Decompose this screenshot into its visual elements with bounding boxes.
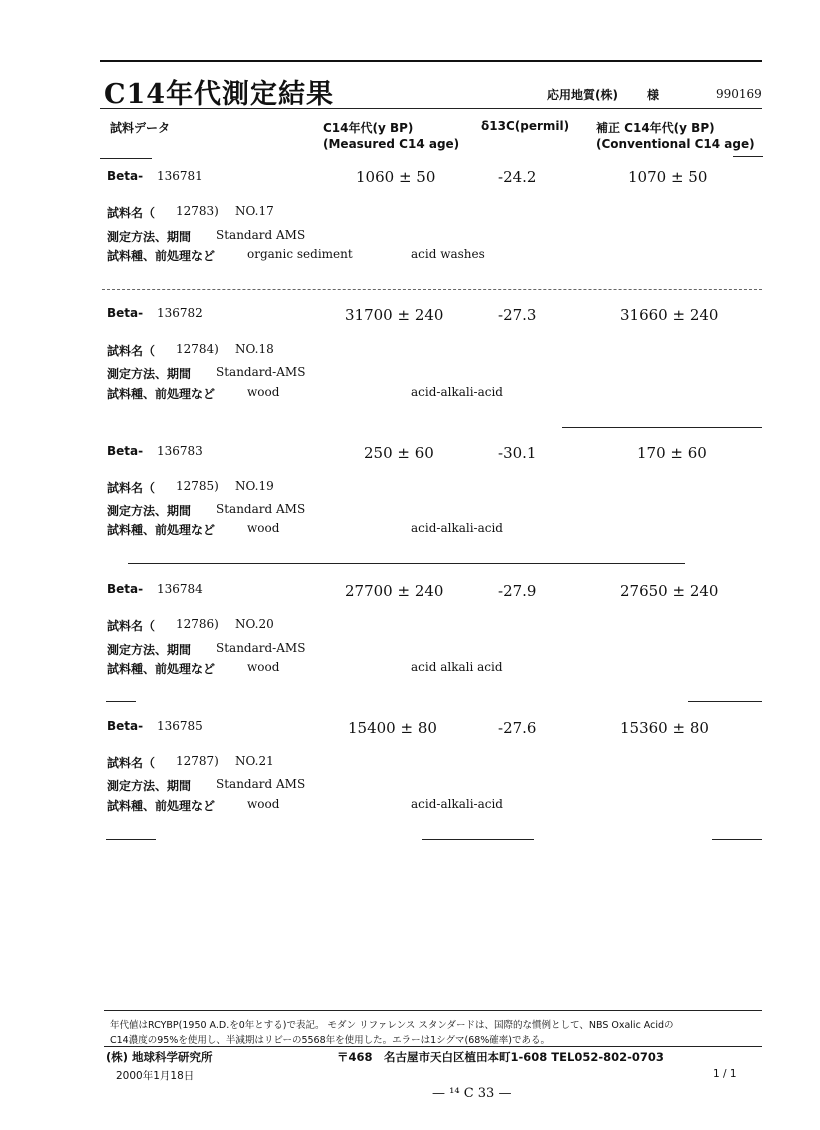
material-value: wood <box>247 660 280 674</box>
measured-age: 1060 ± 50 <box>356 168 436 186</box>
conventional-age: 170 ± 60 <box>637 444 707 462</box>
method-label: 測定方法、期間 <box>107 367 192 381</box>
material-value: wood <box>247 385 280 399</box>
page-mark: — ¹⁴ C 33 — <box>432 1086 512 1101</box>
sample-name-label: 試料名（ <box>107 619 156 633</box>
note-line-2: C14濃度の95%を使用し、半減期はリビーの5568年を使用した。エラーは1シグマ(68%確率)である。 <box>110 1035 551 1046</box>
notes-rule <box>104 1010 762 1011</box>
delta13c-value: -27.6 <box>498 719 537 737</box>
company-address: 〒468 名古屋市天白区植田本町1-608 TEL052-802-0703 <box>337 1050 664 1064</box>
measured-age: 15400 ± 80 <box>348 719 437 737</box>
method-label: 測定方法、期間 <box>107 779 192 793</box>
lab-number: 12787) <box>176 754 219 768</box>
material-label: 試料種、前処理など <box>107 249 216 263</box>
column-header-conventional-age: 補正 C14年代(y BP) <box>596 121 715 135</box>
delta13c-value: -27.9 <box>498 582 537 600</box>
client-honorific: 様 <box>647 88 660 102</box>
row-divider-right <box>688 701 762 702</box>
method-label: 測定方法、期間 <box>107 504 192 518</box>
lab-number: 12784) <box>176 342 219 356</box>
beta-number: 136785 <box>157 719 203 733</box>
conventional-age: 15360 ± 80 <box>620 719 709 737</box>
row-divider-right <box>712 839 762 840</box>
delta13c-value: -30.1 <box>498 444 537 462</box>
column-header-rule <box>100 158 152 159</box>
client-name: 応用地質(株) <box>547 88 618 102</box>
beta-label: Beta- <box>107 444 144 458</box>
report-number: 990169 <box>716 87 762 101</box>
header-rule <box>100 108 762 109</box>
page-count: 1 / 1 <box>713 1068 737 1080</box>
report-date: 2000年1月18日 <box>116 1070 195 1082</box>
row-divider <box>128 563 685 564</box>
sample-name: NO.18 <box>235 342 274 356</box>
measured-age: 250 ± 60 <box>364 444 434 462</box>
sample-name: NO.19 <box>235 479 274 493</box>
top-rule <box>100 60 762 62</box>
beta-number: 136784 <box>157 582 203 596</box>
measured-age: 27700 ± 240 <box>345 582 444 600</box>
method-value: Standard AMS <box>216 228 306 242</box>
lab-number: 12783) <box>176 204 219 218</box>
column-header-measured-age-en: (Measured C14 age) <box>323 137 460 151</box>
row-divider-middle <box>422 839 534 840</box>
method-label: 測定方法、期間 <box>107 643 192 657</box>
material-value: wood <box>247 797 280 811</box>
sample-name-label: 試料名（ <box>107 756 156 770</box>
pretreatment-value: acid-alkali-acid <box>411 521 503 535</box>
delta13c-value: -27.3 <box>498 306 537 324</box>
row-divider <box>106 839 156 840</box>
conventional-age: 1070 ± 50 <box>628 168 708 186</box>
method-value: Standard-AMS <box>216 365 306 379</box>
note-line-1: 年代値はRCYBP(1950 A.D.を0年とする)で表記。 モダン リファレンス スタンダードは、国際的な慣例として、NBS Oxalic Acidの <box>110 1020 674 1031</box>
column-header-sample-data: 試料データ <box>110 121 171 135</box>
method-value: Standard-AMS <box>216 641 306 655</box>
material-label: 試料種、前処理など <box>107 523 216 537</box>
pretreatment-value: acid washes <box>411 247 485 261</box>
beta-label: Beta- <box>107 169 144 183</box>
page-title: C14年代測定結果 <box>104 79 335 110</box>
method-value: Standard AMS <box>216 777 306 791</box>
conventional-age: 27650 ± 240 <box>620 582 719 600</box>
beta-number: 136781 <box>157 169 203 183</box>
sample-name-label: 試料名（ <box>107 206 156 220</box>
material-value: organic sediment <box>247 247 353 261</box>
sample-name: NO.20 <box>235 617 274 631</box>
conventional-age: 31660 ± 240 <box>620 306 719 324</box>
lab-number: 12785) <box>176 479 219 493</box>
sample-name: NO.21 <box>235 754 274 768</box>
row-divider <box>102 289 762 290</box>
column-header-measured-age: C14年代(y BP) <box>323 121 414 135</box>
sample-name-label: 試料名（ <box>107 344 156 358</box>
material-label: 試料種、前処理など <box>107 387 216 401</box>
column-header-conventional-age-en: (Conventional C14 age) <box>596 137 755 151</box>
beta-label: Beta- <box>107 719 144 733</box>
beta-label: Beta- <box>107 306 144 320</box>
measured-age: 31700 ± 240 <box>345 306 444 324</box>
column-header-rule-right <box>733 156 763 157</box>
sample-name: NO.17 <box>235 204 274 218</box>
beta-label: Beta- <box>107 582 144 596</box>
material-label: 試料種、前処理など <box>107 662 216 676</box>
row-divider <box>562 427 762 428</box>
delta13c-value: -24.2 <box>498 168 537 186</box>
pretreatment-value: acid-alkali-acid <box>411 385 503 399</box>
sample-name-label: 試料名（ <box>107 481 156 495</box>
material-label: 試料種、前処理など <box>107 799 216 813</box>
pretreatment-value: acid alkali acid <box>411 660 503 674</box>
method-label: 測定方法、期間 <box>107 230 192 244</box>
method-value: Standard AMS <box>216 502 306 516</box>
pretreatment-value: acid-alkali-acid <box>411 797 503 811</box>
lab-number: 12786) <box>176 617 219 631</box>
beta-number: 136783 <box>157 444 203 458</box>
footer-rule <box>104 1046 762 1047</box>
company-name: (株) 地球科学研究所 <box>106 1050 213 1064</box>
beta-number: 136782 <box>157 306 203 320</box>
material-value: wood <box>247 521 280 535</box>
column-header-delta13c: δ13C(permil) <box>481 119 570 133</box>
row-divider <box>106 701 136 702</box>
